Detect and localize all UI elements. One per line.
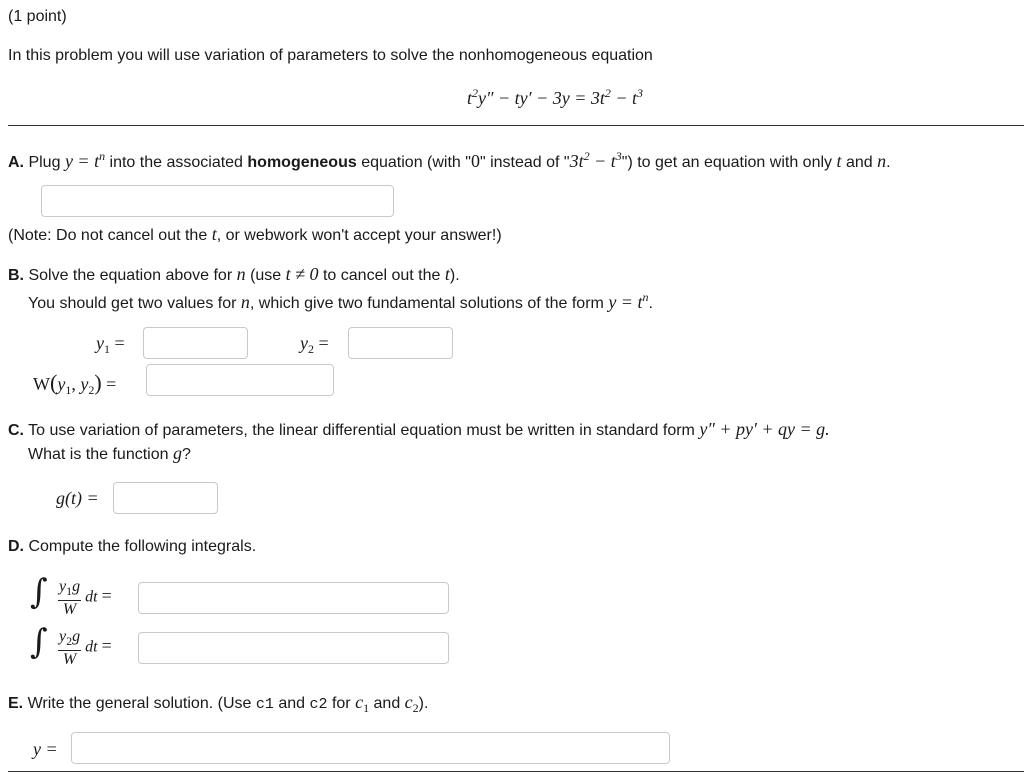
wronskian-input[interactable] <box>146 364 334 396</box>
main-equation: $t^2y'' - ty' - 3y = 3t^2 - t^3$ <box>467 86 644 108</box>
part-a-prompt: A. Plug $y = t^n$ into the associated homogeneous equation (with "0" instead of "$3t^2$ − $t^3$") to get an equation with only t and n. <box>8 149 891 171</box>
part-c-prompt: C. To use variation of parameters, the linear differential equation must be written in standard form y″ + py′ + qy = g. <box>8 419 830 439</box>
g-label: g(t) = <box>56 488 99 508</box>
part-e-prompt: E. Write the general solution. (Use c1 and c2 for $c_1$ and $c_2$). <box>8 692 429 715</box>
divider-top <box>8 125 1024 126</box>
part-a-equation-input[interactable] <box>41 185 394 217</box>
integral2-expression: $\frac{y_2g}{W}$ dt = <box>59 628 112 668</box>
part-a-note: (Note: Do not cancel out the t, or webwork won't accept your answer!) <box>8 224 502 244</box>
integral2-sign: ∫ <box>30 622 48 662</box>
integral1-input[interactable] <box>138 582 449 614</box>
g-input[interactable] <box>113 482 218 514</box>
part-b-prompt-line2: You should get two values for n, which give two fundamental solutions of the form $y = t^n$. <box>28 290 653 312</box>
general-solution-label: y = <box>33 739 58 759</box>
divider-bottom <box>8 771 1024 772</box>
integral1-expression: $\frac{y_1g}{W}$ dt = <box>59 578 112 618</box>
y1-label: $y_1$ = <box>96 333 125 356</box>
general-solution-input[interactable] <box>71 732 670 764</box>
y2-label: $y_2$ = <box>300 333 329 356</box>
y1-input[interactable] <box>143 327 248 359</box>
integral2-input[interactable] <box>138 632 449 664</box>
intro-text: In this problem you will use variation of parameters to solve the nonhomogeneous equation <box>8 47 653 64</box>
part-d-prompt: D. Compute the following integrals. <box>8 538 257 555</box>
points-label: (1 point) <box>8 8 67 25</box>
part-b-prompt: B. Solve the equation above for n (use t ≠ 0 to cancel out the t). <box>8 264 460 284</box>
y2-input[interactable] <box>348 327 453 359</box>
wronskian-label: $W(y_1$, $y_2$) = <box>33 370 117 397</box>
integral1-sign: ∫ <box>30 572 48 612</box>
part-c-prompt-line2: What is the function g? <box>28 443 191 463</box>
